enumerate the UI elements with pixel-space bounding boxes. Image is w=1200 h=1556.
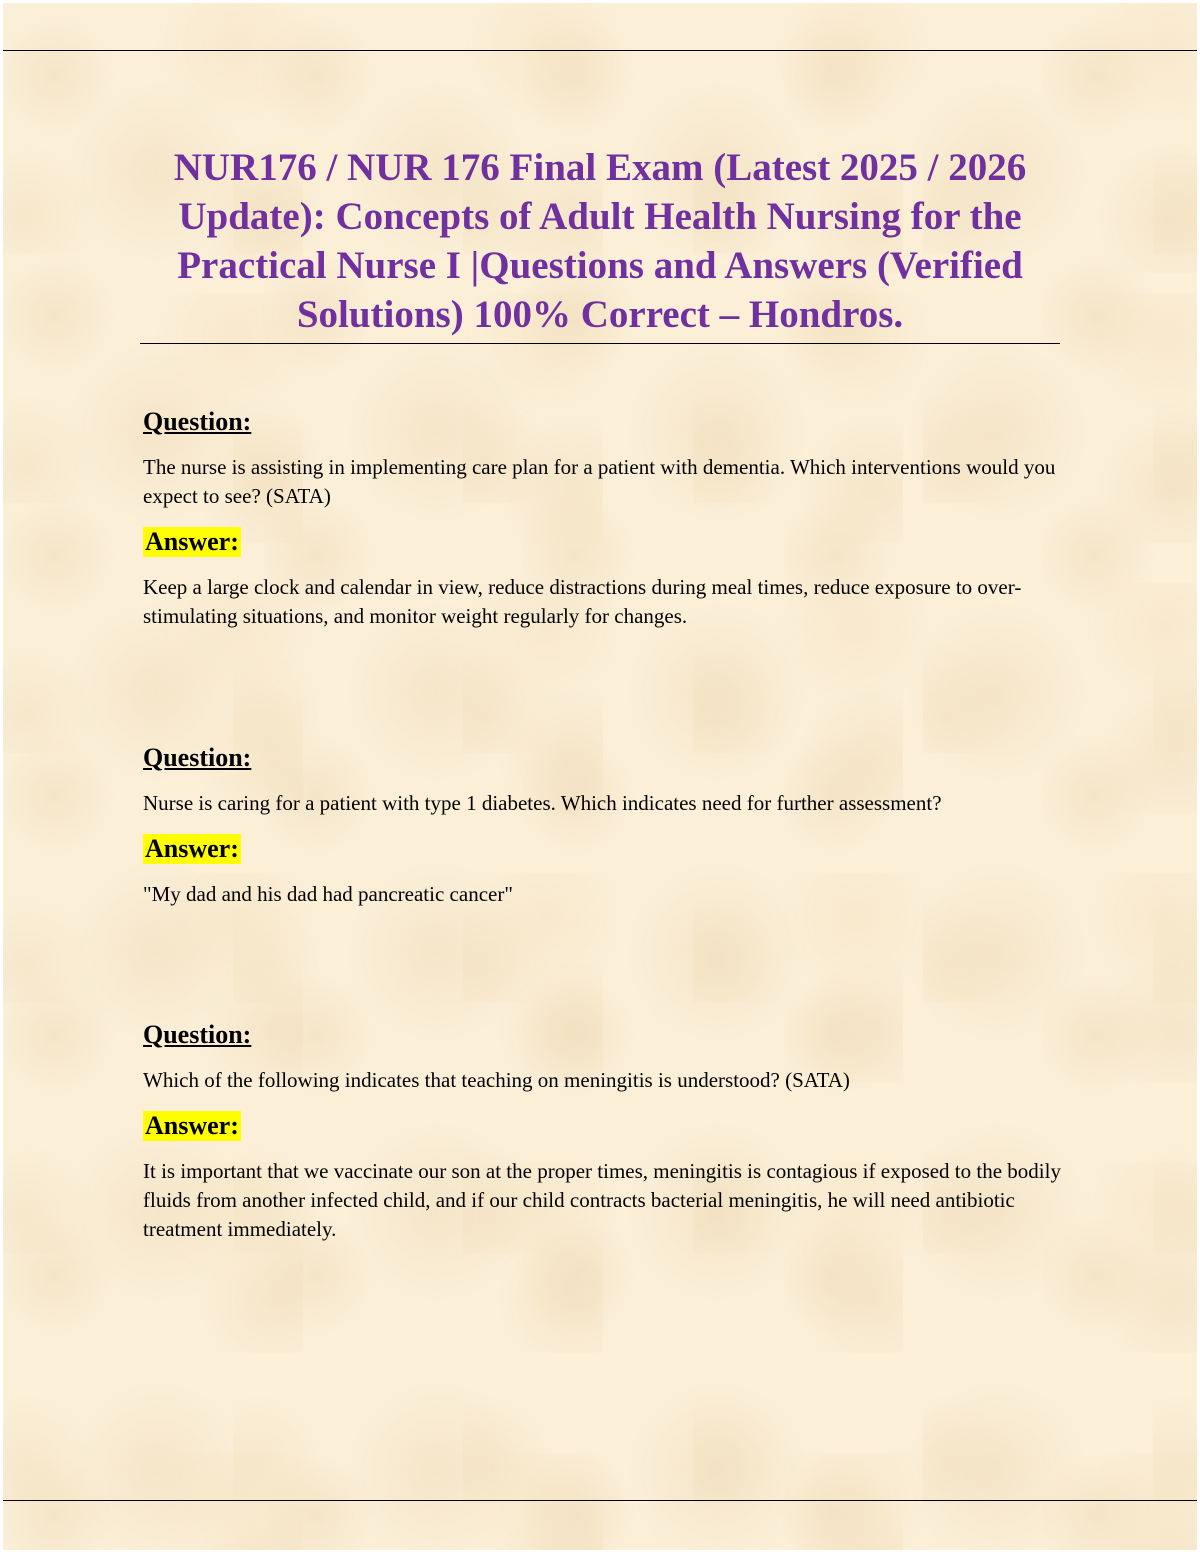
answer-text: "My dad and his dad had pancreatic cancer" xyxy=(143,882,513,906)
answer-label: Answer: xyxy=(145,834,239,863)
question-text: Nurse is caring for a patient with type 1 diabetes. Which indicates need for further assessment? xyxy=(143,791,942,815)
answer-text: Keep a large clock and calendar in view, reduce distractions during meal times, reduce exposure to over-stimulating situations, and monitor weight regularly for changes. xyxy=(143,575,1022,628)
header-rule xyxy=(3,50,1197,51)
footer-rule xyxy=(3,1500,1197,1501)
question-text: The nurse is assisting in implementing care plan for a patient with dementia. Which interventions would you expect to see? (SATA) xyxy=(143,455,1056,508)
question-label: Question: xyxy=(143,407,252,436)
qa-block xyxy=(143,743,1063,909)
document-page xyxy=(3,3,1197,1550)
answer-text: It is important that we vaccinate our son at the proper times, meningitis is contagious if exposed to the bodily fluids from another infected child, and if our child contracts bacterial meningitis, he will need antibiotic treatment immediately. xyxy=(143,1159,1061,1241)
question-text: Which of the following indicates that teaching on meningitis is understood? (SATA) xyxy=(143,1068,850,1092)
qa-block xyxy=(143,1020,1063,1244)
qa-block xyxy=(143,407,1063,631)
answer-label: Answer: xyxy=(145,527,239,556)
answer-label: Answer: xyxy=(145,1111,239,1140)
question-label: Question: xyxy=(143,1020,252,1049)
question-label: Question: xyxy=(143,743,252,772)
document-title: NUR176 / NUR 176 Final Exam (Latest 2025 / 2026 Update): Concepts of Adult Health Nursing for the Practical Nurse I |Questions and Answers (Verified Solutions) 100% Correct – Hondros. xyxy=(140,143,1060,344)
